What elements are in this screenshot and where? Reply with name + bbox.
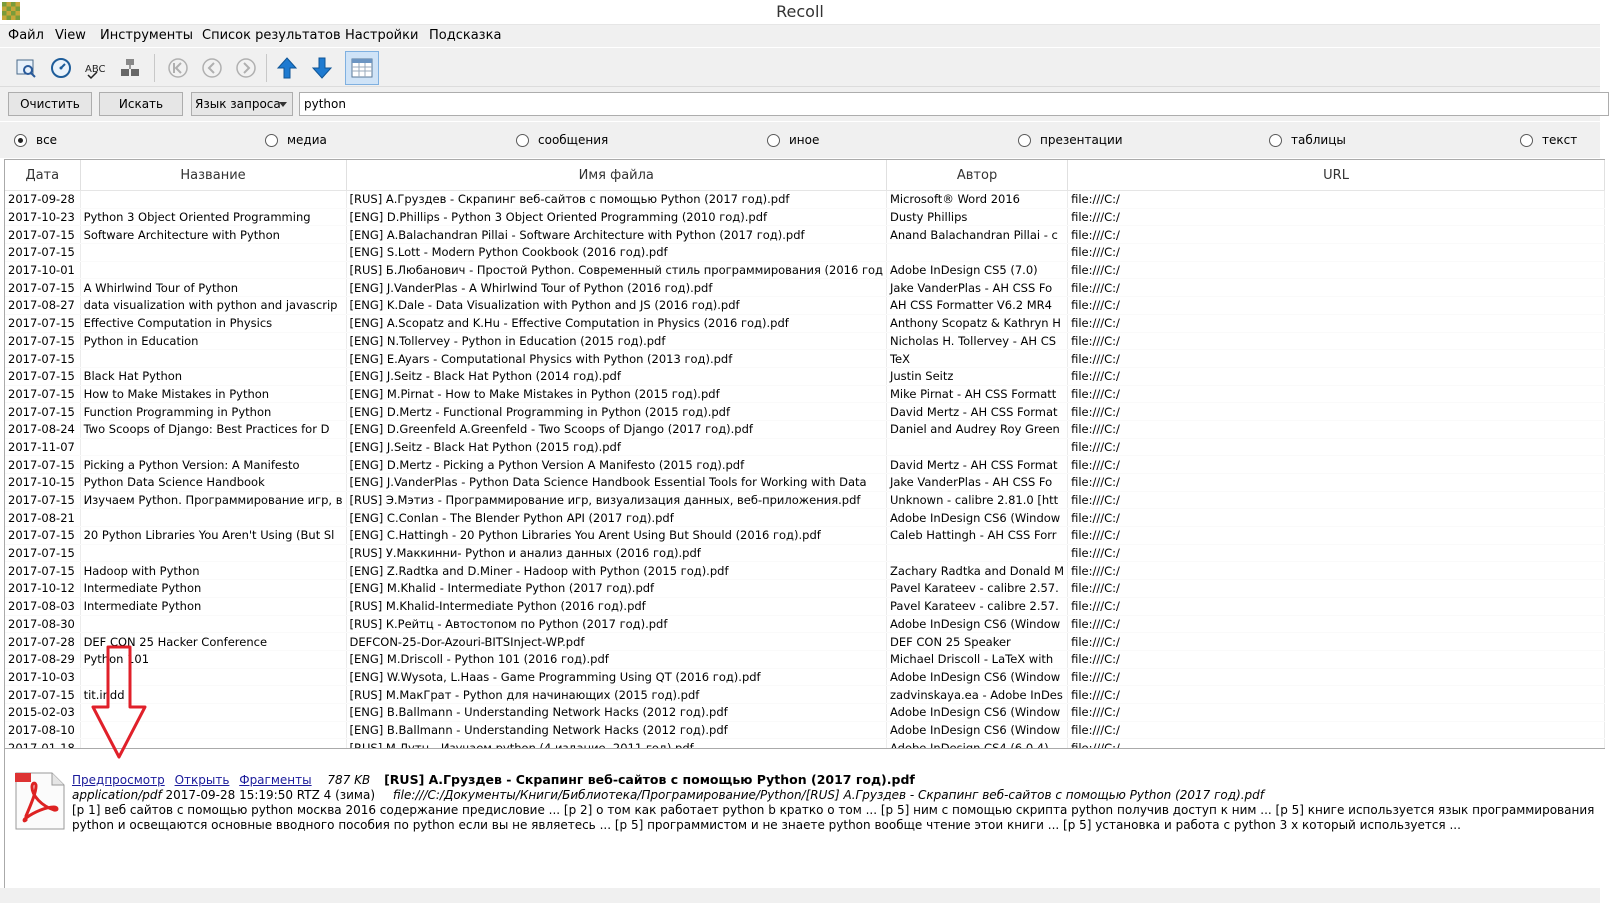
cell-filename: [ENG] J.Seitz - Black Hat Python (2015 год).pdf	[346, 438, 886, 456]
cell-filename: [ENG] D.Greenfeld A.Greenfeld - Two Scoops of Django (2017 год).pdf	[346, 420, 886, 438]
result-detail-pane	[4, 748, 1605, 889]
table-row[interactable]	[5, 474, 1605, 492]
first-page-icon[interactable]	[164, 54, 192, 82]
fragments-link[interactable]: Фрагменты	[239, 773, 312, 787]
table-row[interactable]	[5, 314, 1605, 332]
cell-date: 2017-11-07	[5, 438, 80, 456]
column-header-title[interactable]: Название	[80, 160, 346, 191]
cell-date: 2017-10-03	[5, 668, 80, 686]
cell-author: Zachary Radtka and Donald M	[886, 562, 1067, 580]
cell-author: Adobe InDesign CS6 (Window	[886, 668, 1067, 686]
cell-title: 20 Python Libraries You Aren't Using (But Sl	[80, 527, 346, 545]
cell-date: 2015-02-03	[5, 703, 80, 721]
cell-filename: [ENG] D.Mertz - Picking a Python Version A Manifesto (2015 год).pdf	[346, 456, 886, 474]
cell-date: 2017-08-21	[5, 509, 80, 527]
preview-link[interactable]: Предпросмотр	[72, 773, 165, 787]
cell-date: 2017-07-15	[5, 403, 80, 421]
cell-title: Two Scoops of Django: Best Practices for D	[80, 420, 346, 438]
cell-date: 2017-07-15	[5, 226, 80, 244]
result-snippet: [p 1] веб сайтов с помощью python москва 2016 содержание предисловие ... [p 2] о том как работает python b кратко о том ... [p 5] ним с помощью скрипта python получив доступ к ним ... [p 5] книге используется язык программирования python и освещаются основные вводного пособия по python если вы не являетесь ... [p 5] программистом и не знаете python вообще чтение этои книги ... [p 5] установка и работа с python 3 x который используется ...	[72, 803, 1595, 832]
cell-date: 2017-10-01	[5, 261, 80, 279]
cell-url: file:///C:/	[1068, 226, 1605, 244]
cell-url: file:///C:/	[1068, 208, 1605, 226]
cell-filename: [ENG] J.VanderPlas - A Whirlwind Tour of Python (2016 год).pdf	[346, 279, 886, 297]
table-row[interactable]	[5, 597, 1605, 615]
filter-all[interactable]: все	[14, 133, 57, 147]
table-header	[5, 160, 1605, 191]
cell-author: Adobe InDesign CS6 (Window	[886, 509, 1067, 527]
cell-date: 2017-07-15	[5, 562, 80, 580]
cell-filename: [ENG] C.Hattingh - 20 Python Libraries You Arent Using But Should (2016 год).pdf	[346, 527, 886, 545]
radio-icon	[265, 134, 278, 147]
cell-title: Software Architecture with Python	[80, 226, 346, 244]
table-row[interactable]	[5, 350, 1605, 368]
cell-filename: [ENG] W.Wysota, L.Haas - Game Programming Using QT (2016 год).pdf	[346, 668, 886, 686]
cell-date: 2017-10-23	[5, 208, 80, 226]
cell-filename: [RUS] У.Маккинни- Python и анализ данных (2016 год).pdf	[346, 544, 886, 562]
column-header-date[interactable]: Дата	[5, 160, 80, 191]
cell-title: data visualization with python and javascrip	[80, 297, 346, 315]
table-row[interactable]	[5, 403, 1605, 421]
cell-date: 2017-10-12	[5, 580, 80, 598]
cell-url: file:///C:/	[1068, 597, 1605, 615]
cell-author: Adobe InDesign CS5 (7.0)	[886, 261, 1067, 279]
cell-title: Hadoop with Python	[80, 562, 346, 580]
cell-author: Unknown - calibre 2.81.0 [htt	[886, 491, 1067, 509]
cell-title: A Whirlwind Tour of Python	[80, 279, 346, 297]
cell-title: Picking a Python Version: A Manifesto	[80, 456, 346, 474]
preview-header-line	[72, 772, 915, 787]
cell-filename: [RUS] Б.Любанович - Простой Python. Современный стиль программирования (2016 год	[346, 261, 886, 279]
cell-date: 2017-09-28	[5, 191, 80, 209]
status-bar	[0, 888, 1600, 903]
cell-date: 2017-07-15	[5, 686, 80, 704]
radio-icon	[1269, 134, 1282, 147]
menu-bar	[0, 25, 1600, 47]
index-update-icon[interactable]	[47, 54, 75, 82]
table-row[interactable]	[5, 385, 1605, 403]
cell-url: file:///C:/	[1068, 562, 1605, 580]
cell-author: Dusty Phillips	[886, 208, 1067, 226]
cell-date: 2017-07-15	[5, 544, 80, 562]
filter-media[interactable]: медиа	[265, 133, 327, 147]
table-row[interactable]	[5, 208, 1605, 226]
cell-author: Nicholas H. Tollervey - AH CS	[886, 332, 1067, 350]
cell-url: file:///C:/	[1068, 509, 1605, 527]
cell-author: Caleb Hattingh - AH CSS Forr	[886, 527, 1067, 545]
cell-url: file:///C:/	[1068, 703, 1605, 721]
query-fragments-icon[interactable]	[116, 54, 144, 82]
cell-filename: [RUS] Э.Мэтиз - Программирование игр, визуализация данных, веб-приложения.pdf	[346, 491, 886, 509]
cell-filename: [ENG] A.Scopatz and K.Hu - Effective Computation in Physics (2016 год).pdf	[346, 314, 886, 332]
cell-url: file:///C:/	[1068, 721, 1605, 739]
table-row[interactable]	[5, 668, 1605, 686]
previous-page-icon[interactable]	[198, 54, 226, 82]
table-row[interactable]	[5, 456, 1605, 474]
table-row[interactable]	[5, 297, 1605, 315]
result-filename: [RUS] А.Груздев - Скрапинг веб-сайтов с помощью Python (2017 год).pdf	[384, 772, 915, 787]
filter-messages[interactable]: сообщения	[516, 133, 608, 147]
cell-author	[886, 438, 1067, 456]
cell-url: file:///C:/	[1068, 474, 1605, 492]
cell-title	[80, 509, 346, 527]
radio-icon	[1018, 134, 1031, 147]
cell-url: file:///C:/	[1068, 527, 1605, 545]
cell-url: file:///C:/	[1068, 367, 1605, 385]
toolbar	[0, 48, 1600, 87]
cell-url: file:///C:/	[1068, 279, 1605, 297]
file-size: 787 KB	[327, 773, 371, 787]
cell-author: TeX	[886, 350, 1067, 368]
cell-author: Pavel Karateev - calibre 2.57.	[886, 597, 1067, 615]
menu-results[interactable]: Список результатов	[202, 28, 341, 43]
cell-url: file:///C:/	[1068, 580, 1605, 598]
sort-down-icon[interactable]	[308, 54, 336, 82]
results-table[interactable]	[4, 159, 1605, 748]
table-row[interactable]	[5, 332, 1605, 350]
cell-url: file:///C:/	[1068, 314, 1605, 332]
cell-date: 2017-07-15	[5, 332, 80, 350]
cell-filename: [ENG] M.Khalid - Intermediate Python (2017 год).pdf	[346, 580, 886, 598]
cell-author: Microsoft® Word 2016	[886, 191, 1067, 209]
radio-icon	[767, 134, 780, 147]
cell-title: How to Make Mistakes in Python	[80, 385, 346, 403]
menu-tools[interactable]: Инструменты	[100, 28, 194, 43]
cell-url: file:///C:/	[1068, 491, 1605, 509]
cell-filename: [RUS] К.Рейтц - Автостопом по Python (2017 год).pdf	[346, 615, 886, 633]
cell-author: Jake VanderPlas - AH CSS Fo	[886, 279, 1067, 297]
cell-url: file:///C:/	[1068, 650, 1605, 668]
table-row[interactable]	[5, 226, 1605, 244]
table-row[interactable]	[5, 438, 1605, 456]
cell-title: Black Hat Python	[80, 367, 346, 385]
cell-filename: [ENG] B.Ballmann - Understanding Network Hacks (2012 год).pdf	[346, 703, 886, 721]
cell-author: David Mertz - AH CSS Format	[886, 403, 1067, 421]
cell-title: Python 101	[80, 650, 346, 668]
menu-help[interactable]: Подсказка	[429, 28, 502, 43]
sort-up-icon[interactable]	[273, 54, 301, 82]
cell-filename: [RUS] А.Груздев - Скрапинг веб-сайтов с помощью Python (2017 год).pdf	[346, 191, 886, 209]
cell-title: Effective Computation in Physics	[80, 314, 346, 332]
table-row[interactable]	[5, 650, 1605, 668]
table-row[interactable]	[5, 491, 1605, 509]
cell-title	[80, 191, 346, 209]
table-row[interactable]	[5, 261, 1605, 279]
column-header-filename[interactable]: Имя файла	[346, 160, 886, 191]
cell-title: Intermediate Python	[80, 580, 346, 598]
cell-title: Python 3 Object Oriented Programming	[80, 208, 346, 226]
cell-title: Intermediate Python	[80, 597, 346, 615]
search-button[interactable]: Искать	[99, 92, 183, 116]
table-row[interactable]	[5, 562, 1605, 580]
result-meta-line	[72, 788, 1264, 802]
cell-title: Function Programming in Python	[80, 403, 346, 421]
cell-date: 2017-08-29	[5, 650, 80, 668]
spelling-icon[interactable]	[82, 54, 110, 82]
table-row[interactable]	[5, 615, 1605, 633]
menu-file[interactable]: Файл	[8, 28, 44, 43]
next-page-icon[interactable]	[232, 54, 260, 82]
cell-filename: [ENG] D.Phillips - Python 3 Object Oriented Programming (2010 год).pdf	[346, 208, 886, 226]
filter-spreadsheets[interactable]: таблицы	[1269, 133, 1346, 147]
cell-url: file:///C:/	[1068, 456, 1605, 474]
cell-filename: [RUS] М.МакГрат - Python для начинающих (2015 год).pdf	[346, 686, 886, 704]
cell-author: DEF CON 25 Speaker	[886, 633, 1067, 651]
table-row[interactable]	[5, 580, 1605, 598]
cell-filename: [RUS] M.Khalid-Intermediate Python (2016 год).pdf	[346, 597, 886, 615]
cell-url: file:///C:/	[1068, 297, 1605, 315]
cell-author: Adobe InDesign CS6 (Window	[886, 721, 1067, 739]
cell-filename: [ENG] E.Ayars - Computational Physics with Python (2013 год).pdf	[346, 350, 886, 368]
cell-date: 2017-07-15	[5, 491, 80, 509]
cell-author: Adobe InDesign CS6 (Window	[886, 703, 1067, 721]
cell-filename: DEFCON-25-Dor-Azouri-BITSInject-WP.pdf	[346, 633, 886, 651]
cell-date: 2017-08-03	[5, 597, 80, 615]
table-row[interactable]	[5, 420, 1605, 438]
table-row[interactable]	[5, 633, 1605, 651]
clear-button[interactable]: Очистить	[8, 92, 92, 116]
cell-url: file:///C:/	[1068, 686, 1605, 704]
cell-filename: [ENG] N.Tollervey - Python in Education (2015 год).pdf	[346, 332, 886, 350]
title-bar	[0, 0, 1600, 25]
table-row[interactable]	[5, 721, 1605, 739]
table-row[interactable]	[5, 279, 1605, 297]
cell-url: file:///C:/	[1068, 668, 1605, 686]
cell-date: 2017-07-15	[5, 527, 80, 545]
table-row[interactable]	[5, 703, 1605, 721]
cell-author	[886, 544, 1067, 562]
cell-author: Mike Pirnat - AH CSS Formatt	[886, 385, 1067, 403]
cell-date: 2017-08-10	[5, 721, 80, 739]
cell-title	[80, 261, 346, 279]
pdf-file-icon	[14, 772, 66, 830]
cell-title	[80, 350, 346, 368]
cell-filename: [ENG] C.Conlan - The Blender Python API (2017 год).pdf	[346, 509, 886, 527]
cell-url: file:///C:/	[1068, 615, 1605, 633]
query-history-icon[interactable]	[12, 54, 40, 82]
table-row[interactable]	[5, 244, 1605, 262]
cell-url: file:///C:/	[1068, 633, 1605, 651]
table-row[interactable]	[5, 367, 1605, 385]
cell-author: Michael Driscoll - LaTeX with	[886, 650, 1067, 668]
cell-date: 2017-07-28	[5, 633, 80, 651]
cell-url: file:///C:/	[1068, 244, 1605, 262]
cell-title: Изучаем Python. Программирование игр, в	[80, 491, 346, 509]
cell-filename: [ENG] Z.Radtka and D.Miner - Hadoop with Python (2015 год).pdf	[346, 562, 886, 580]
mime-type: application/pdf	[72, 788, 162, 802]
menu-settings[interactable]: Настройки	[345, 28, 419, 43]
query-language-value: Язык запроса	[195, 97, 281, 111]
filter-presentations[interactable]: презентации	[1018, 133, 1123, 147]
cell-filename: [ENG] D.Mertz - Functional Programming in Python (2015 год).pdf	[346, 403, 886, 421]
cell-date: 2017-07-15	[5, 367, 80, 385]
cell-filename: [ENG] B.Ballmann - Understanding Network Hacks (2012 год).pdf	[346, 721, 886, 739]
cell-filename: [ENG] S.Lott - Modern Python Cookbook (2016 год).pdf	[346, 244, 886, 262]
cell-date: 2017-07-15	[5, 385, 80, 403]
cell-date: 2017-07-15	[5, 456, 80, 474]
cell-url: file:///C:/	[1068, 544, 1605, 562]
cell-url: file:///C:/	[1068, 403, 1605, 421]
cell-author: AH CSS Formatter V6.2 MR4	[886, 297, 1067, 315]
result-path: file:///C:/Документы/Книги/Библиотека/Програмирование/Python/[RUS] А.Груздев - Скрапинг веб-сайтов с помощью Python (2017 год).pdf	[392, 788, 1265, 802]
radio-icon	[1520, 134, 1533, 147]
cell-author: Anand Balachandran Pillai - c	[886, 226, 1067, 244]
cell-date: 2017-08-30	[5, 615, 80, 633]
modified-date: 2017-09-28 15:19:50 RTZ 4 (зима)	[165, 788, 376, 802]
table-view-icon[interactable]	[345, 51, 379, 85]
cell-title	[80, 244, 346, 262]
search-input[interactable]: python	[299, 92, 1609, 116]
window-title: Recoll	[776, 2, 824, 21]
cell-author: Justin Seitz	[886, 367, 1067, 385]
search-row	[0, 87, 1600, 121]
cell-url: file:///C:/	[1068, 350, 1605, 368]
cell-date: 2017-10-15	[5, 474, 80, 492]
cell-url: file:///C:/	[1068, 191, 1605, 209]
cell-filename: [ENG] J.VanderPlas - Python Data Science Handbook Essential Tools for Working with Data	[346, 474, 886, 492]
cell-date: 2017-07-15	[5, 279, 80, 297]
cell-title	[80, 544, 346, 562]
cell-date: 2017-08-27	[5, 297, 80, 315]
filter-text[interactable]: текст	[1520, 133, 1577, 147]
cell-filename: [ENG] A.Balachandran Pillai - Software Architecture with Python (2017 год).pdf	[346, 226, 886, 244]
cell-filename: [ENG] M.Driscoll - Python 101 (2016 год).pdf	[346, 650, 886, 668]
cell-filename: [ENG] M.Pirnat - How to Make Mistakes in Python (2015 год).pdf	[346, 385, 886, 403]
cell-author: zadvinskaya.ea - Adobe InDes	[886, 686, 1067, 704]
radio-icon	[516, 134, 529, 147]
cell-url: file:///C:/	[1068, 420, 1605, 438]
open-link[interactable]: Открыть	[174, 773, 230, 787]
cell-title: DEF CON 25 Hacker Conference	[80, 633, 346, 651]
cell-url: file:///C:/	[1068, 438, 1605, 456]
table-row[interactable]	[5, 527, 1605, 545]
cell-author: Pavel Karateev - calibre 2.57.	[886, 580, 1067, 598]
cell-date: 2017-07-15	[5, 350, 80, 368]
cell-title: Python Data Science Handbook	[80, 474, 346, 492]
cell-url: file:///C:/	[1068, 261, 1605, 279]
column-header-url[interactable]: URL	[1068, 160, 1605, 191]
table-row[interactable]	[5, 509, 1605, 527]
query-language-select[interactable]	[191, 92, 293, 116]
cell-author	[886, 244, 1067, 262]
cell-filename: [ENG] K.Dale - Data Visualization with Python and JS (2016 год).pdf	[346, 297, 886, 315]
svg-text:ABC: ABC	[85, 64, 106, 75]
cell-title: tit.indd	[80, 686, 346, 704]
annotation-arrow-icon	[90, 645, 150, 760]
cell-date: 2017-08-24	[5, 420, 80, 438]
radio-icon	[14, 134, 27, 147]
cell-title	[80, 438, 346, 456]
cell-title: Python in Education	[80, 332, 346, 350]
category-filter-row	[0, 122, 1600, 158]
cell-author: Anthony Scopatz & Kathryn H	[886, 314, 1067, 332]
cell-author: Adobe InDesign CS6 (Window	[886, 615, 1067, 633]
cell-author: David Mertz - AH CSS Format	[886, 456, 1067, 474]
table-row[interactable]	[5, 191, 1605, 209]
table-row[interactable]	[5, 544, 1605, 562]
cell-url: file:///C:/	[1068, 385, 1605, 403]
table-row[interactable]	[5, 686, 1605, 704]
cell-author: Jake VanderPlas - AH CSS Fo	[886, 474, 1067, 492]
cell-date: 2017-07-15	[5, 244, 80, 262]
cell-author: Daniel and Audrey Roy Green	[886, 420, 1067, 438]
chevron-down-icon	[279, 102, 287, 107]
column-header-author[interactable]: Автор	[886, 160, 1067, 191]
cell-title	[80, 615, 346, 633]
cell-url: file:///C:/	[1068, 332, 1605, 350]
cell-filename: [ENG] J.Seitz - Black Hat Python (2014 год).pdf	[346, 367, 886, 385]
menu-view[interactable]: View	[55, 28, 86, 43]
cell-date: 2017-07-15	[5, 314, 80, 332]
filter-other[interactable]: иное	[767, 133, 819, 147]
